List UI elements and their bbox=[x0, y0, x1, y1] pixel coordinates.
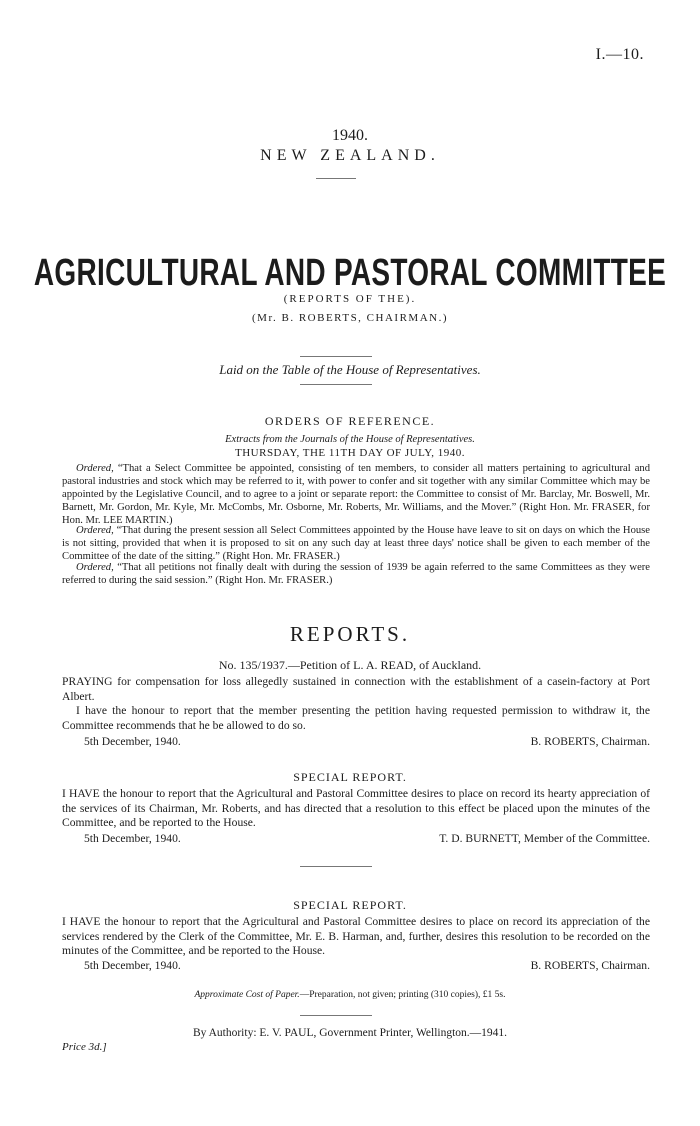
petition-report: I have the honour to report that the member presenting the petition having requested permission to withdraw it, the Committee recommends that he be allowed to do so. bbox=[62, 704, 650, 732]
order-lead: Ordered, bbox=[76, 463, 114, 474]
report-lead: I HAVE bbox=[62, 915, 101, 928]
report-text: the honour to report that the Agricultural and Pastoral Committee desires to place on record its appreciation of the services rendered by the Clerk of the Committee, Mr. E. B. Harman, and, further, desires this resolution to be recorded on the minutes of the Committee, and be reported to the House. bbox=[62, 915, 650, 957]
chairman-line: (Mr. B. ROBERTS, CHAIRMAN.) bbox=[252, 312, 448, 324]
divider bbox=[300, 1015, 372, 1016]
divider bbox=[300, 356, 372, 357]
signature: B. ROBERTS, Chairman. bbox=[530, 735, 650, 748]
order-lead: Ordered, bbox=[76, 525, 114, 536]
document-title: AGRICULTURAL AND PASTORAL COMMITTEE bbox=[33, 251, 667, 293]
date-line: THURSDAY, THE 11TH DAY OF JULY, 1940. bbox=[235, 447, 465, 459]
prayer-lead: PRAYING bbox=[62, 675, 113, 688]
order-of-reference-2 bbox=[62, 524, 650, 563]
laid-on-table: Laid on the Table of the House of Representatives. bbox=[219, 362, 481, 377]
special-report-heading: SPECIAL REPORT. bbox=[293, 770, 407, 784]
report-lead: I HAVE bbox=[62, 787, 100, 800]
report-date: 5th December, 1940. bbox=[84, 832, 181, 845]
price: Price 3d.] bbox=[62, 1041, 107, 1053]
report-date: 5th December, 1940. bbox=[84, 959, 181, 972]
extracts-line: Extracts from the Journals of the House of Representatives. bbox=[225, 434, 475, 445]
petition-heading: No. 135/1937.—Petition of L. A. READ, of Auckland. bbox=[218, 658, 482, 672]
divider bbox=[300, 866, 372, 867]
cost-of-paper bbox=[0, 990, 700, 1000]
divider bbox=[300, 384, 372, 385]
special-report-1 bbox=[62, 787, 650, 831]
special-report-2 bbox=[62, 915, 650, 959]
order-text: “That all petitions not finally dealt with during the session of 1939 be again referred to the same Committees as they were referred to during the said session.” (Right Hon. Mr. FRASER.) bbox=[62, 562, 651, 586]
cost-text: —Preparation, not given; printing (310 copies), £1 5s. bbox=[299, 990, 506, 1000]
order-lead: Ordered, bbox=[76, 562, 114, 573]
order-text: “That during the present session all Select Committees appointed by the House have leave to sit on days on which the House is not sitting, provided that when it is proposed to sit on any such day at least three days' notice shall be given to each member of the Committee of the date of the sitting.” (Right Hon. Mr. FRASER.) bbox=[62, 525, 650, 562]
authority-line: By Authority: E. V. PAUL, Government Printer, Wellington.—1941. bbox=[192, 1027, 508, 1039]
year: 1940. bbox=[332, 127, 368, 144]
divider bbox=[316, 178, 356, 179]
document-subtitle: (REPORTS OF THE). bbox=[283, 293, 417, 305]
report-text: the honour to report that the Agricultural and Pastoral Committee desires to place on record its hearty appreciation of the services of its Chairman, Mr. Roberts, and has directed that a resolution to this effect be placed upon the minutes of the Committee, and be reported to the House. bbox=[62, 787, 650, 829]
signature: T. D. BURNETT, Member of the Committee. bbox=[439, 832, 650, 845]
order-of-reference-3 bbox=[62, 561, 650, 587]
orders-heading: ORDERS OF REFERENCE. bbox=[264, 414, 436, 428]
petition-prayer bbox=[62, 675, 650, 704]
reports-heading: REPORTS. bbox=[289, 622, 411, 646]
special-report-heading: SPECIAL REPORT. bbox=[293, 898, 407, 912]
prayer-text: for compensation for loss allegedly sustained in connection with the establishment of a casein-factory at Port Albert. bbox=[62, 675, 651, 703]
report-date: 5th December, 1940. bbox=[84, 735, 181, 748]
cost-label: Approximate Cost of Paper. bbox=[194, 990, 300, 1000]
country: NEW ZEALAND. bbox=[260, 147, 440, 164]
order-of-reference-1 bbox=[62, 462, 650, 527]
signature: B. ROBERTS, Chairman. bbox=[530, 959, 650, 972]
paper-reference: I.—10. bbox=[595, 46, 644, 63]
order-text: “That a Select Committee be appointed, consisting of ten members, to consider all matters pertaining to agricultural and pastoral industries and stock which may be referred to it, with power to confer and sit together with any similar Committee which may be appointed by the Legislative Council, and to agree to a joint or separate report: the Committee to consist of Mr. Barclay, Mr. Boswell, Mr. Barnett, Mr. Gordon, Mr. Kyle, Mr. McCombs, Mr. Osborne, Mr. Roberts, Mr. Williams, and the Mover.” (Right Hon. Mr. FRASER, for Hon. Mr. LEE MARTIN.) bbox=[62, 463, 650, 526]
